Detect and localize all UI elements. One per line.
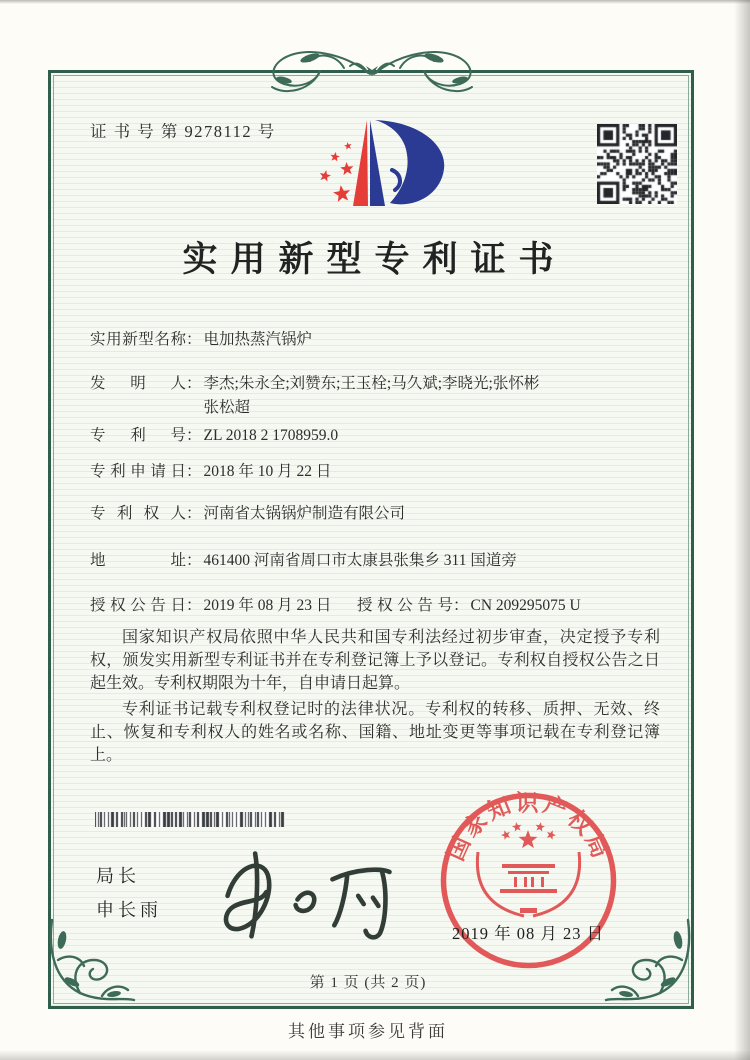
legal-paragraph-2: 专利证书记载专利权登记时的法律状况。专利权的转移、质押、无效、终止、恢复和专利权人的姓名或名称、国籍、地址变更等事项记载在专利登记簿上。 [90, 701, 660, 764]
field-value: 李杰;朱永全;刘赞东;王玉栓;马久斌;李晓光;张怀彬 张松超 [203, 375, 540, 416]
colon: ： [186, 463, 202, 480]
field-value: 2018 年 10 月 22 日 [203, 463, 332, 480]
svg-text:国家知识产权局 [443, 790, 614, 864]
field-label: 实用新型名称 [90, 331, 186, 348]
field-row-filing-date [90, 460, 331, 484]
seal-date: 2019 年 08 月 23 日 [452, 924, 605, 943]
scan-edge-bottom [0, 1050, 750, 1060]
colon: ： [453, 597, 469, 614]
field-row-grant-number [357, 594, 581, 618]
official-seal [436, 788, 621, 973]
cnipa-logo-icon [295, 106, 465, 228]
field-label: 授权公告号 [357, 597, 453, 614]
colon: ： [186, 375, 202, 392]
field-value: 2019 年 08 月 23 日 [203, 597, 332, 614]
field-row-inventors [90, 372, 539, 420]
field-value: 河南省太锅锅炉制造有限公司 [203, 505, 406, 522]
field-row-patentee [90, 502, 405, 526]
colon: ： [186, 597, 202, 614]
field-label: 发明人 [90, 375, 186, 392]
field-row-patent-number [90, 424, 338, 448]
field-label: 地址 [90, 552, 186, 569]
field-row-grant-date [90, 594, 331, 618]
barcode [95, 812, 285, 827]
certificate-number: 证 书 号 第 9278112 号 [90, 122, 276, 141]
colon: ： [186, 331, 202, 348]
field-value: CN 209295075 U [470, 597, 581, 614]
legal-text [90, 626, 660, 770]
field-value: 461400 河南省周口市太康县张集乡 311 国道旁 [203, 552, 517, 569]
page-indicator: 第 1 页 (共 2 页) [309, 975, 427, 991]
back-note: 其他事项参见背面 [288, 1022, 448, 1041]
field-row-name [90, 328, 312, 352]
certificate-title: 实用新型专利证书 [182, 240, 567, 279]
field-label: 专利申请日 [90, 463, 186, 480]
field-label: 专利号 [90, 427, 186, 444]
colon: ： [186, 552, 202, 569]
field-label: 授权公告日 [90, 597, 186, 614]
scan-edge-top [0, 0, 750, 4]
legal-paragraph-1: 国家知识产权局依照中华人民共和国专利法经过初步审查，决定授予专利权，颁发实用新型专利证书并在专利登记簿上予以登记。专利权自授权公告之日起生效。专利权期限为十年，自申请日起算。 [90, 629, 660, 692]
colon: ： [186, 427, 202, 444]
commissioner-title: 局长 [96, 866, 140, 886]
field-value: ZL 2018 2 1708959.0 [203, 427, 339, 444]
seal-ring-text: 国家知识产权局 [442, 790, 615, 865]
commissioner-name: 申长雨 [96, 900, 162, 920]
qr-code [597, 124, 677, 204]
handwritten-signature [198, 848, 408, 940]
field-label: 专利权人 [90, 505, 186, 522]
colon: ： [186, 505, 202, 522]
field-value: 电加热蒸汽锅炉 [203, 331, 313, 348]
field-row-address [90, 549, 517, 573]
scan-edge-right [734, 0, 750, 1060]
